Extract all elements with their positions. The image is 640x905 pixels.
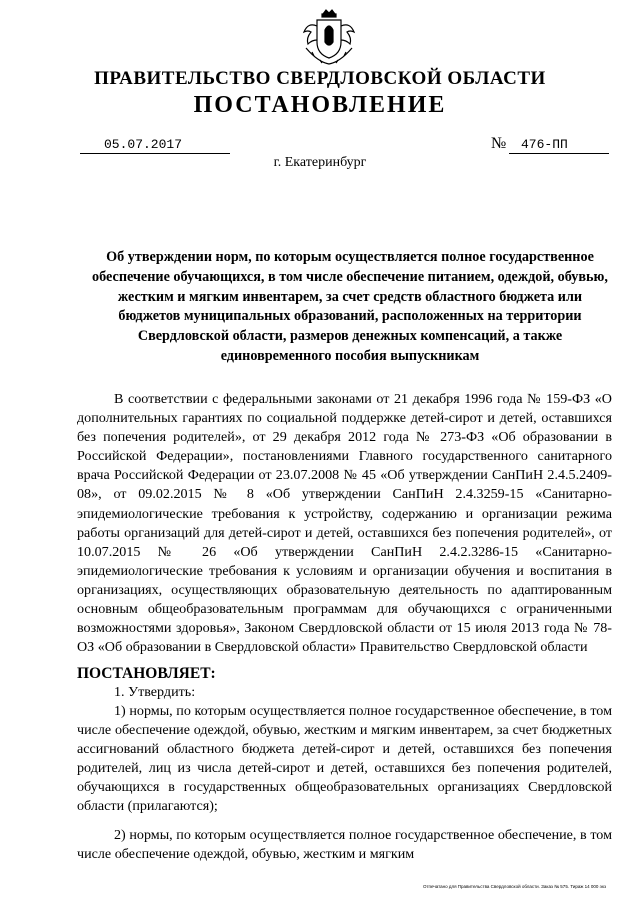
document-type: ПОСТАНОВЛЕНИЕ	[193, 92, 447, 118]
document-number: 476-ПП	[509, 137, 609, 154]
item-1-2-container	[77, 826, 612, 864]
document-date: 05.07.2017	[80, 137, 230, 154]
city-label: г. Екатеринбург	[273, 155, 367, 170]
document-subject: Об утверждении норм, по которым осуществляется полное государственное обеспечение обучающихся, в том числе обеспечение питанием, одеждой, обувью, жестким и мягким инвентарем, за счет средств областного бюджета или бюджетов муниципальных образований, расположенных на территории Свердловской области, размеров денежных компенсаций, а также единовременного пособия выпускникам	[92, 249, 608, 364]
coat-of-arms-icon	[298, 8, 360, 70]
item-1-2: 2) нормы, по которым осуществляется полное государственное обеспечение, в том числе обеспечение одеждой, обувью, жестким и мягким	[77, 827, 612, 863]
item-1: 1. Утвердить:	[114, 684, 196, 700]
print-footer: Отпечатано для Правительства Свердловской области. Заказ № 575. Тираж 14 000 экз	[423, 884, 607, 889]
organization-title: ПРАВИТЕЛЬСТВО СВЕРДЛОВСКОЙ ОБЛАСТИ	[94, 68, 546, 89]
number-sign: №	[491, 135, 507, 152]
decree-word: ПОСТАНОВЛЯЕТ:	[77, 665, 216, 682]
item-1-1: 1) нормы, по которым осуществляется полное государственное обеспечение, в том числе обеспечение одеждой, обувью, жестким и мягким инвентарем, за счет бюджетных ассигнований областного бюджета детей-сирот и детей, оставшихся без попечения родителей, лиц из числа детей-сирот и детей, оставшихся без попечения родителей, обучающихся в государственных общеобразовательных организациях Свердловской области (прилагаются);	[77, 703, 612, 815]
preamble-paragraph: В соответствии с федеральными законами от 21 декабря 1996 года № 159-ФЗ «О дополнительных гарантиях по социальной поддержке детей-сирот и детей, оставшихся без попечения родителей», от 29 декабря 2012 года № 273-ФЗ «Об образовании в Российской Федерации», постановлениями Главного государственного санитарного врача Российской Федерации от 23.07.2008 № 45 «Об утверждении СанПиН 2.4.5.2409-08», от 09.02.2015 № 8 «Об утверждении СанПиН 2.4.3259-15 «Санитарно-эпидемиологические требования к устройству, содержанию и организации режима работы организаций для детей-сирот и детей, оставшихся без попечения родителей», от 10.07.2015 № 26 «Об утверждении СанПиН 2.4.2.3286-15 «Санитарно-эпидемиологические требования к условиям и организации обучения и воспитания в организациях, осуществляющих образовательную деятельность по адаптированным основным общеобразовательным программам для обучающихся с ограниченными возможностями здоровья», Законом Свердловской области от 15 июля 2013 года № 78-ОЗ «Об образовании в Свердловской области» Правительство Свердловской области	[77, 391, 612, 656]
